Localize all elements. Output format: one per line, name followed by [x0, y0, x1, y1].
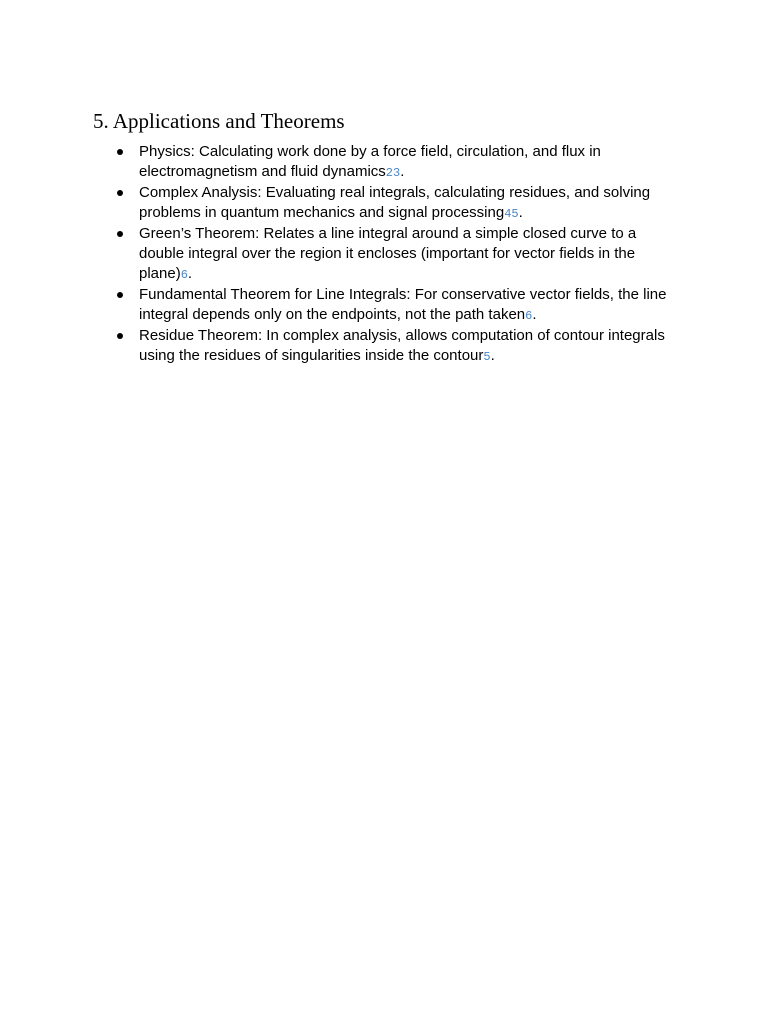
list-item-greens-theorem: [114, 224, 674, 285]
citation-link[interactable]: 6: [180, 268, 188, 282]
list-item-period: .: [400, 163, 405, 180]
bullet-icon: [117, 333, 123, 339]
list-item-physics: [114, 142, 674, 183]
list-item-period: .: [532, 306, 537, 323]
list-item-text: Complex Analysis: Evaluating real integrals, calculating residues, and solving problems in quantum mechanics and signal processing: [139, 184, 651, 221]
section-heading: 5. Applications and Theorems: [93, 109, 345, 133]
list-item-period: .: [187, 265, 193, 282]
list-item-fundamental-theorem: [114, 285, 674, 326]
list-item-residue-theorem: [114, 326, 674, 367]
list-item-period: .: [518, 204, 523, 221]
citation-link[interactable]: 23: [385, 166, 401, 180]
bullet-icon: [117, 190, 123, 196]
bullet-icon: [117, 292, 123, 298]
citation-link[interactable]: 5: [483, 350, 491, 364]
bullet-icon: [117, 231, 123, 237]
list-item-text: Fundamental Theorem for Line Integrals: For conservative vector fields, the line integral depends only on the endpoints, not the path taken: [139, 286, 667, 323]
citation-link[interactable]: 45: [504, 207, 519, 221]
list-item-period: .: [490, 347, 495, 364]
list-item-text: Residue Theorem: In complex analysis, allows computation of contour integrals using the residues of singularities inside the contour: [139, 327, 665, 364]
list-item-text: Physics: Calculating work done by a force field, circulation, and flux in electromagnetism and fluid dynamics: [139, 143, 601, 180]
citation-link[interactable]: 6: [525, 309, 533, 323]
list-item-text: Green’s Theorem: Relates a line integral around a simple closed curve to a double integral over the region it encloses (important for vector fields in the plane): [139, 225, 637, 282]
bullet-icon: [117, 149, 123, 155]
list-item-complex-analysis: [114, 183, 674, 224]
applications-list: [114, 142, 674, 367]
